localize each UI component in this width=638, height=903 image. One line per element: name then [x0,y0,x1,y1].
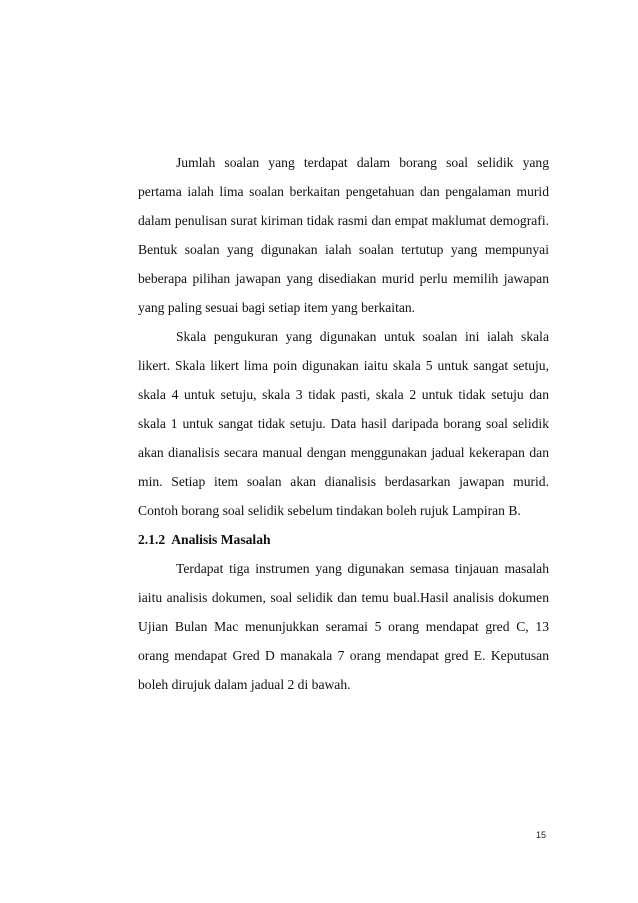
paragraph-questionnaire-items: Jumlah soalan yang terdapat dalam borang soal selidik yang pertama ialah lima soalan berkaitan pengetahuan dan pengalaman murid dalam penulisan surat kiriman tidak rasmi dan empat maklumat demografi. Bentuk soalan yang digunakan ialah soalan tertutup yang mempunyai beberapa pilihan jawapan yang disediakan murid perlu memilih jawapan yang paling sesuai bagi setiap item yang berkaitan. [138,155,549,315]
section-heading: 2.1.2 Analisis Masalah [138,532,271,547]
page-body [138,148,549,699]
page-number: 15 [536,830,547,840]
paragraph-problem-analysis: Terdapat tiga instrumen yang digunakan semasa tinjauan masalah iaitu analisis dokumen, soal selidik dan temu bual.Hasil analisis dokumen Ujian Bulan Mac menunjukkan seramai 5 orang mendapat gred C, 13 orang mendapat Gred D manakala 7 orang mendapat gred E. Keputusan boleh dirujuk dalam jadual 2 di bawah. [138,561,549,692]
paragraph-likert-scale: Skala pengukuran yang digunakan untuk soalan ini ialah skala likert. Skala likert lima poin digunakan iaitu skala 5 untuk sangat setuju, skala 4 untuk setuju, skala 3 tidak pasti, skala 2 untuk tidak setuju dan skala 1 untuk sangat tidak setuju. Data hasil daripada borang soal selidik akan dianalisis secara manual dengan menggunakan jadual kekerapan dan min. Setiap item soalan akan dianalisis berdasarkan jawapan murid. Contoh borang soal selidik sebelum tindakan boleh rujuk Lampiran B. [138,329,549,518]
